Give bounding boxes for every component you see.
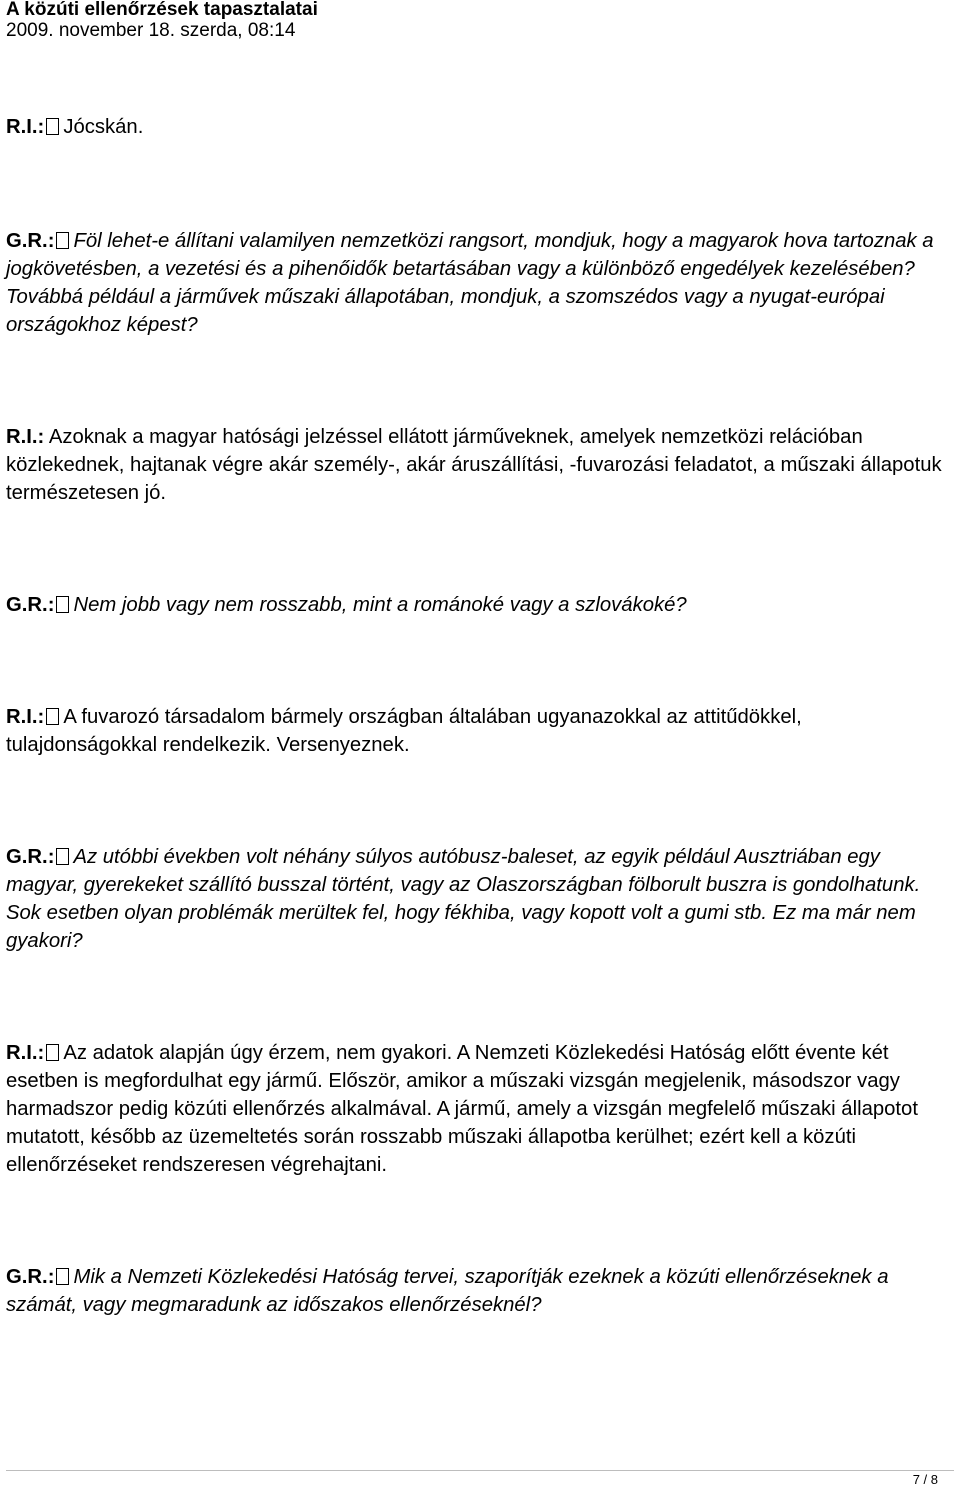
question-paragraph — [6, 1263, 956, 1319]
missing-glyph-icon — [46, 708, 59, 725]
answer-paragraph — [6, 1039, 956, 1179]
footer-divider — [6, 1470, 954, 1471]
question-text: Az utóbbi években volt néhány súlyos autóbusz-baleset, az egyik például Ausztriában egy magyar, gyerekeket szállító busszal történt, vagy az Olaszországban fölborult buszra is gondolhatunk. Sok esetben olyan problémák merültek fel, hogy fékhiba, vagy kopott volt a gumi stb. Ez ma már nem gyakori? — [6, 846, 921, 952]
speaker-label: R.I.: — [6, 706, 45, 728]
question-text: Föl lehet-e állítani valamilyen nemzetközi rangsort, mondjuk, hogy a magyarok hova tartoznak a jogkövetésben, a vezetési és a pihenőidők betartásában vagy a különböző engedélyek kezelésében? Továbbá például a járművek műszaki állapotában, mondjuk, a szomszédos vagy a nyugat-európai országokhoz képest? — [6, 230, 934, 336]
document-header — [6, 0, 946, 42]
missing-glyph-icon — [56, 1268, 69, 1285]
speaker-label: R.I.: — [6, 1042, 45, 1064]
answer-text: Az adatok alapján úgy érzem, nem gyakori. A Nemzeti Közlekedési Hatóság előtt évente két esetben is megfordulhat egy jármű. Először, amikor a műszaki vizsgán megjelenik, másodszor vagy harmadszor pedig közúti ellenőrzés alkalmával. A jármű, amely a vizsgán megfelelő műszaki állapotot mutatott, később az üzemeltetés során rosszabb műszaki állapotba kerülhet; ezért kell a közúti ellenőrzéseket rendszeresen végrehajtani. — [6, 1042, 918, 1176]
question-text: Nem jobb vagy nem rosszabb, mint a románoké vagy a szlovákoké? — [73, 594, 687, 616]
speaker-label: G.R.: — [6, 230, 55, 252]
speaker-label: R.I.: — [6, 116, 45, 138]
answer-paragraph — [6, 423, 956, 507]
article-date: 2009. november 18. szerda, 08:14 — [6, 20, 296, 41]
answer-text: A fuvarozó társadalom bármely országban általában ugyanazokkal az attitűdökkel, tulajdonságokkal rendelkezik. Versenyeznek. — [6, 706, 802, 756]
speaker-label: G.R.: — [6, 846, 55, 868]
question-paragraph — [6, 227, 956, 339]
speaker-label: R.I.: — [6, 426, 45, 448]
missing-glyph-icon — [56, 596, 69, 613]
question-paragraph — [6, 843, 956, 955]
answer-paragraph — [6, 113, 956, 141]
answer-paragraph — [6, 703, 956, 759]
missing-glyph-icon — [46, 1044, 59, 1061]
answer-text: Jócskán. — [63, 116, 144, 138]
question-paragraph — [6, 591, 956, 619]
question-text: Mik a Nemzeti Közlekedési Hatóság tervei, szaporítják ezeknek a közúti ellenőrzéseknek a számát, vagy megmaradunk az időszakos ellenőrzéseknél? — [6, 1266, 889, 1316]
speaker-label: G.R.: — [6, 1266, 55, 1288]
missing-glyph-icon — [56, 232, 69, 249]
missing-glyph-icon — [46, 118, 59, 135]
missing-glyph-icon — [56, 848, 69, 865]
speaker-label: G.R.: — [6, 594, 55, 616]
page-number: 7 / 8 — [912, 1472, 938, 1487]
answer-text: Azoknak a magyar hatósági jelzéssel ellátott járműveknek, amelyek nemzetközi relációban közlekednek, hajtanak végre akár személy-, akár áruszállítási, -fuvarozási feladatot, a műszaki állapotuk természetesen jó. — [6, 426, 942, 504]
article-title: A közúti ellenőrzések tapasztalatai — [6, 0, 318, 20]
